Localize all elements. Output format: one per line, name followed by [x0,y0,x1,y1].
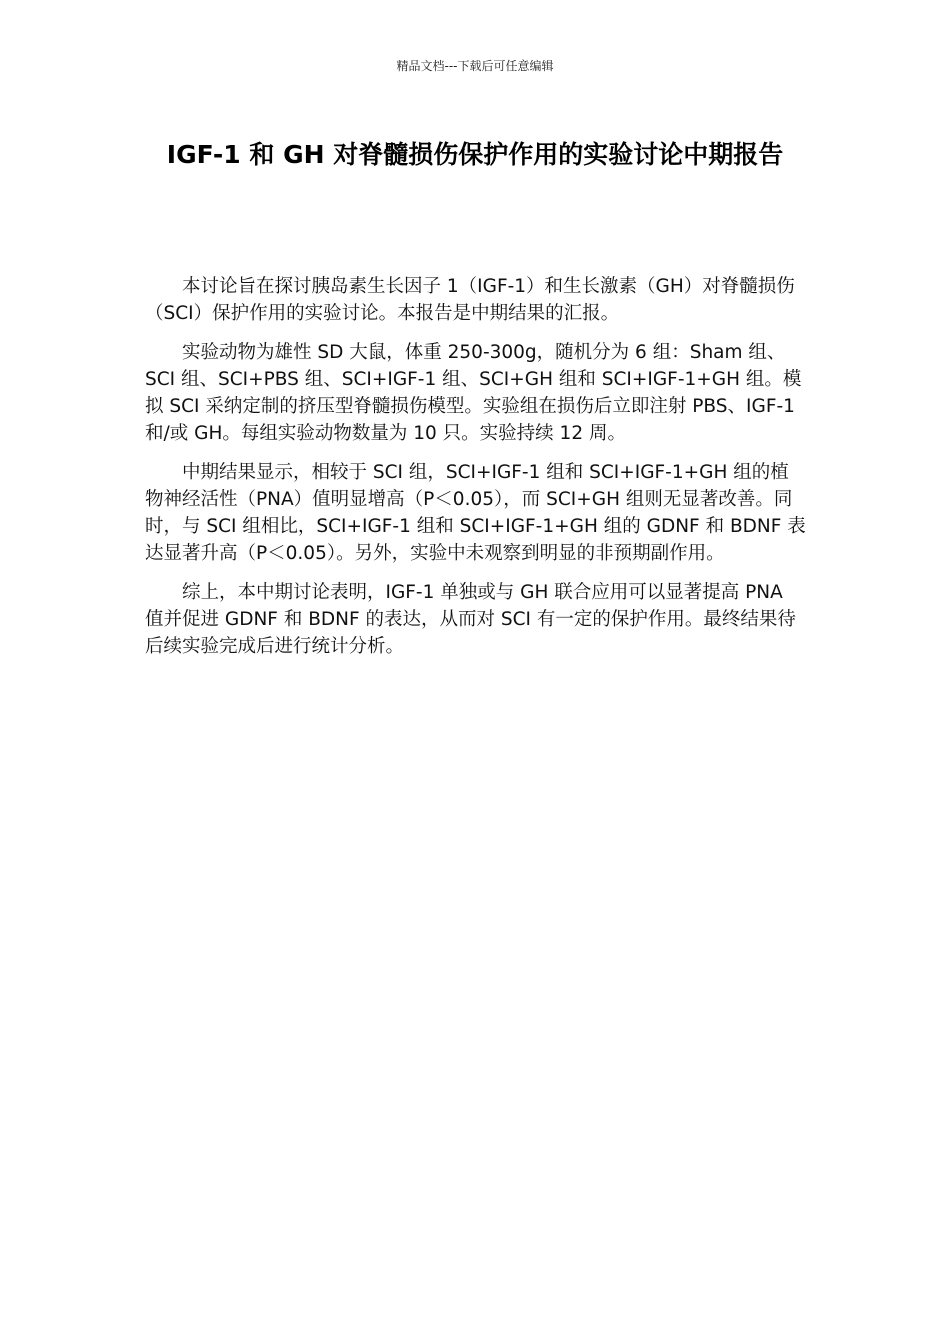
paragraph-intro: 本讨论旨在探讨胰岛素生长因子 1（IGF-1）和生长激素（GH）对脊髓损伤（SCI）保护作用的实验讨论。本报告是中期结果的汇报。 [145,276,795,324]
document-title: IGF-1 和 GH 对脊髓损伤保护作用的实验讨论中期报告 [166,140,784,169]
paragraph-results: 中期结果显示，相较于 SCI 组，SCI+IGF-1 组和 SCI+IGF-1+GH 组的植物神经活性（PNA）值明显增高（P＜0.05），而 SCI+GH 组则无显著改善。同时，与 SCI 组相比，SCI+IGF-1 组和 SCI+IGF-1+GH 组的 GDNF 和 BDNF 表达显著升高（P＜0.05）。另外，实验中未观察到明显的非预期副作用。 [145,462,806,564]
paragraph-conclusion: 综上，本中期讨论表明，IGF-1 单独或与 GH 联合应用可以显著提高 PNA 值并促进 GDNF 和 BDNF 的表达，从而对 SCI 有一定的保护作用。最终结果待后续实验完成后进行统计分析。 [145,582,796,657]
paragraph-methods: 实验动物为雄性 SD 大鼠，体重 250-300g，随机分为 6 组：Sham 组、SCI 组、SCI+PBS 组、SCI+IGF-1 组、SCI+GH 组和 SCI+IGF-1+GH 组。模拟 SCI 采纳定制的挤压型脊髓损伤模型。实验组在损伤后立即注射 PBS、IGF-1 和/或 GH。每组实验动物数量为 10 只。实验持续 12 周。 [145,342,802,444]
document-body [145,273,807,672]
page-header: 精品文档---下载后可任意编辑 [396,59,554,73]
